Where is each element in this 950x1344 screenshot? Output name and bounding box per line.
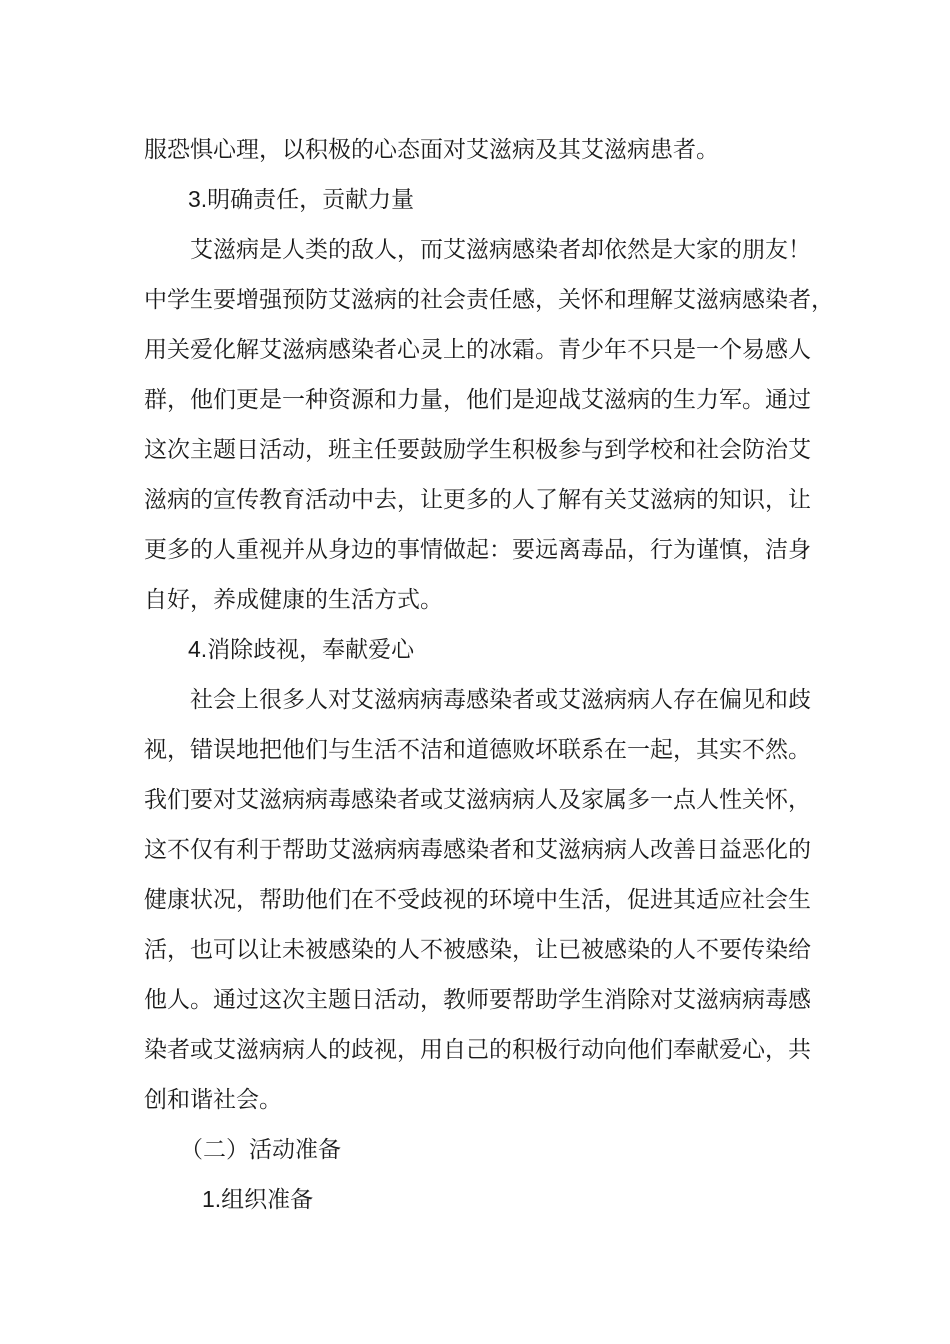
body-line: 他人。通过这次主题日活动，教师要帮助学生消除对艾滋病病毒感	[144, 987, 811, 1013]
body-line: 社会上很多人对艾滋病病毒感染者或艾滋病病人存在偏见和歧	[190, 687, 811, 713]
body-line: 创和谐社会。	[144, 1087, 282, 1113]
body-line: 视，错误地把他们与生活不洁和道德败坏联系在一起，其实不然。	[144, 737, 811, 763]
body-line: 滋病的宣传教育活动中去，让更多的人了解有关艾滋病的知识，让	[144, 487, 811, 513]
body-line: 这不仅有利于帮助艾滋病病毒感染者和艾滋病病人改善日益恶化的	[144, 837, 811, 863]
body-line: 服恐惧心理，以积极的心态面对艾滋病及其艾滋病患者。	[144, 137, 719, 163]
body-line: 这次主题日活动，班主任要鼓励学生积极参与到学校和社会防治艾	[144, 437, 811, 463]
body-line: 艾滋病是人类的敌人，而艾滋病感染者却依然是大家的朋友！	[190, 237, 811, 263]
body-line: 群，他们更是一种资源和力量，他们是迎战艾滋病的生力军。通过	[144, 387, 811, 413]
body-line: 用关爱化解艾滋病感染者心灵上的冰霜。青少年不只是一个易感人	[144, 337, 811, 363]
body-line: 中学生要增强预防艾滋病的社会责任感，关怀和理解艾滋病感染者，	[144, 287, 834, 313]
body-line: 健康状况，帮助他们在不受歧视的环境中生活，促进其适应社会生	[144, 887, 811, 913]
body-line: 我们要对艾滋病病毒感染者或艾滋病病人及家属多一点人性关怀，	[144, 787, 811, 813]
subsection-heading: 1.组织准备	[202, 1186, 314, 1212]
body-line: 活，也可以让未被感染的人不被感染，让已被感染的人不要传染给	[144, 937, 811, 963]
body-line: 染者或艾滋病病人的歧视，用自己的积极行动向他们奉献爱心，共	[144, 1037, 811, 1063]
body-line: 更多的人重视并从身边的事情做起：要远离毒品，行为谨慎，洁身	[144, 537, 811, 563]
section-heading: 4.消除歧视，奉献爱心	[188, 636, 415, 662]
body-line: 自好，养成健康的生活方式。	[144, 587, 443, 613]
section-heading: 3.明确责任，贡献力量	[188, 186, 415, 212]
section-heading: （二）活动准备	[180, 1137, 341, 1163]
